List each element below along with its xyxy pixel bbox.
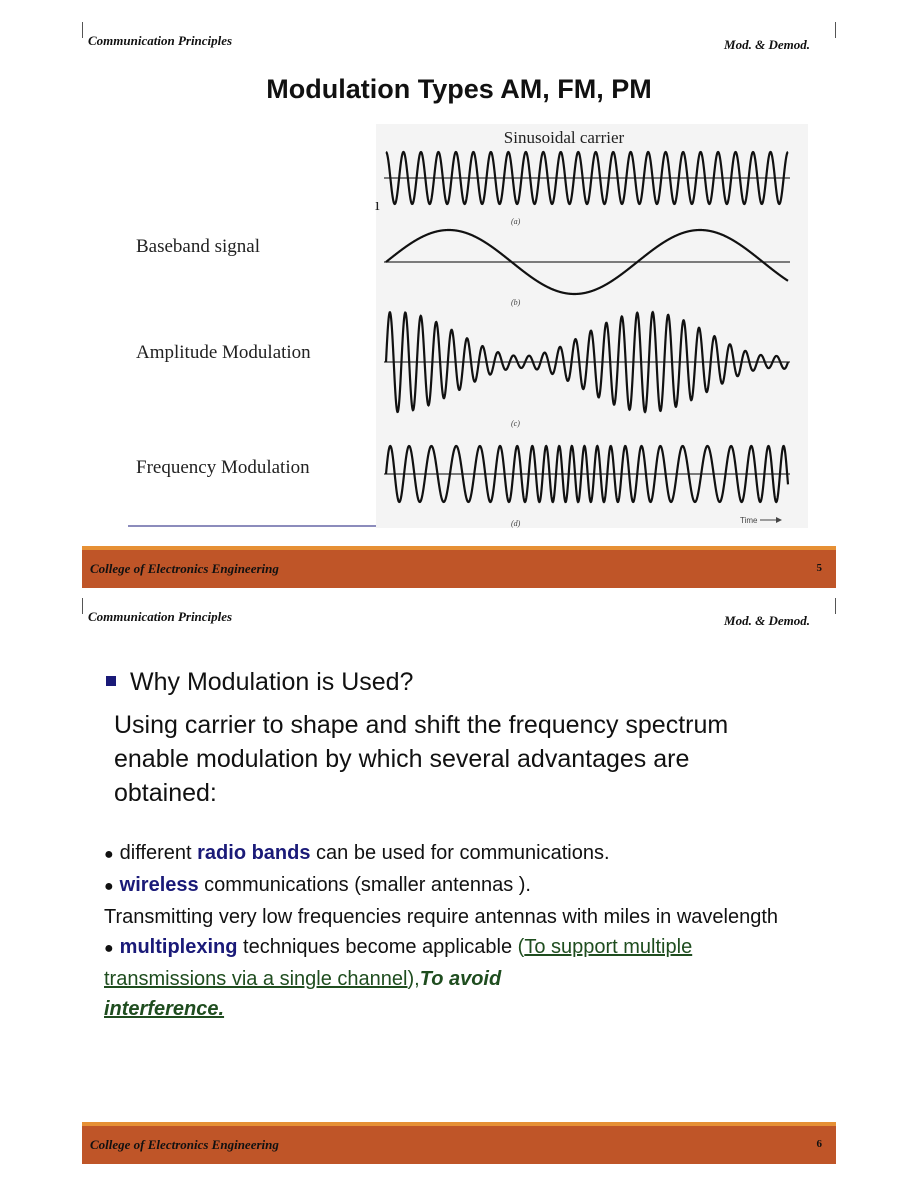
carrier-title: Sinusoidal carrier	[503, 128, 625, 147]
header-right: Mod. & Demod.	[724, 37, 810, 52]
header-left: Communication Principles	[88, 609, 233, 624]
advantages-list	[104, 838, 784, 1024]
footer-text: College of Electronics Engineering	[90, 1137, 279, 1152]
am-label: Amplitude Modulation	[136, 342, 311, 363]
bullet3-paren-open: (	[517, 936, 525, 958]
bullet1-pre: different	[119, 842, 198, 864]
bullet1-bold: radio bands	[197, 842, 311, 864]
header-left: Communication Principles	[88, 33, 233, 48]
question-heading	[106, 668, 413, 697]
bullet2-bold: wireless	[119, 874, 199, 896]
intro-paragraph: Using carrier to shape and shift the frequency spectrum enable modulation by which several advantages are obtained:	[114, 711, 729, 807]
bullet-wireless	[104, 870, 784, 902]
question-text: Why Modulation is Used?	[130, 668, 414, 696]
bullet-dot-icon: ●	[104, 846, 114, 863]
sub-label-a: (a)	[511, 217, 521, 226]
bullet-wireless-continuation: Transmitting very low frequencies require antennas with miles in wavelength	[104, 906, 779, 928]
page-number: 6	[816, 1138, 822, 1150]
bullet-dot-icon: ●	[104, 940, 114, 957]
bullet3-underlined: To support multiple transmissions via a single channel	[104, 936, 693, 990]
page-number: 5	[816, 562, 822, 574]
slide-title: Modulation Types AM, FM, PM	[266, 74, 652, 104]
sub-label-c: (c)	[511, 419, 520, 428]
slide-5	[0, 0, 918, 592]
bullet-multiplexing	[104, 932, 784, 1024]
slide-left-edge	[82, 22, 83, 38]
bullet3-bold: multiplexing	[119, 936, 238, 958]
bullet3-post: techniques become applicable	[237, 936, 518, 958]
bullet3-emph1: To avoid	[419, 968, 502, 990]
slide-right-edge	[835, 598, 836, 614]
sub-label-b: (b)	[511, 298, 521, 307]
modulation-figure	[128, 124, 808, 528]
bullet2-post: communications (smaller antennas ).	[198, 874, 531, 896]
footer-text: College of Electronics Engineering	[90, 561, 279, 576]
bullet1-post: can be used for communications.	[310, 842, 610, 864]
fm-label: Frequency Modulation	[136, 457, 310, 478]
square-bullet-icon	[106, 676, 116, 686]
stray-mark: ı	[375, 195, 380, 214]
baseband-label: Baseband signal	[136, 236, 261, 257]
sub-label-d: (d)	[511, 519, 521, 528]
bullet-dot-icon: ●	[104, 878, 114, 895]
bullet3-paren-close: ),	[407, 968, 420, 990]
footer-bar	[82, 546, 836, 588]
slide-right-edge	[835, 22, 836, 38]
header-right: Mod. & Demod.	[724, 613, 810, 628]
slide-left-edge	[82, 598, 83, 614]
bullet-radio-bands	[104, 838, 784, 870]
time-label: Time	[740, 516, 758, 525]
bullet3-emph2: interference.	[104, 998, 225, 1020]
footer-bar	[82, 1122, 836, 1164]
figure-background	[376, 124, 808, 528]
slide-6	[0, 592, 918, 1188]
